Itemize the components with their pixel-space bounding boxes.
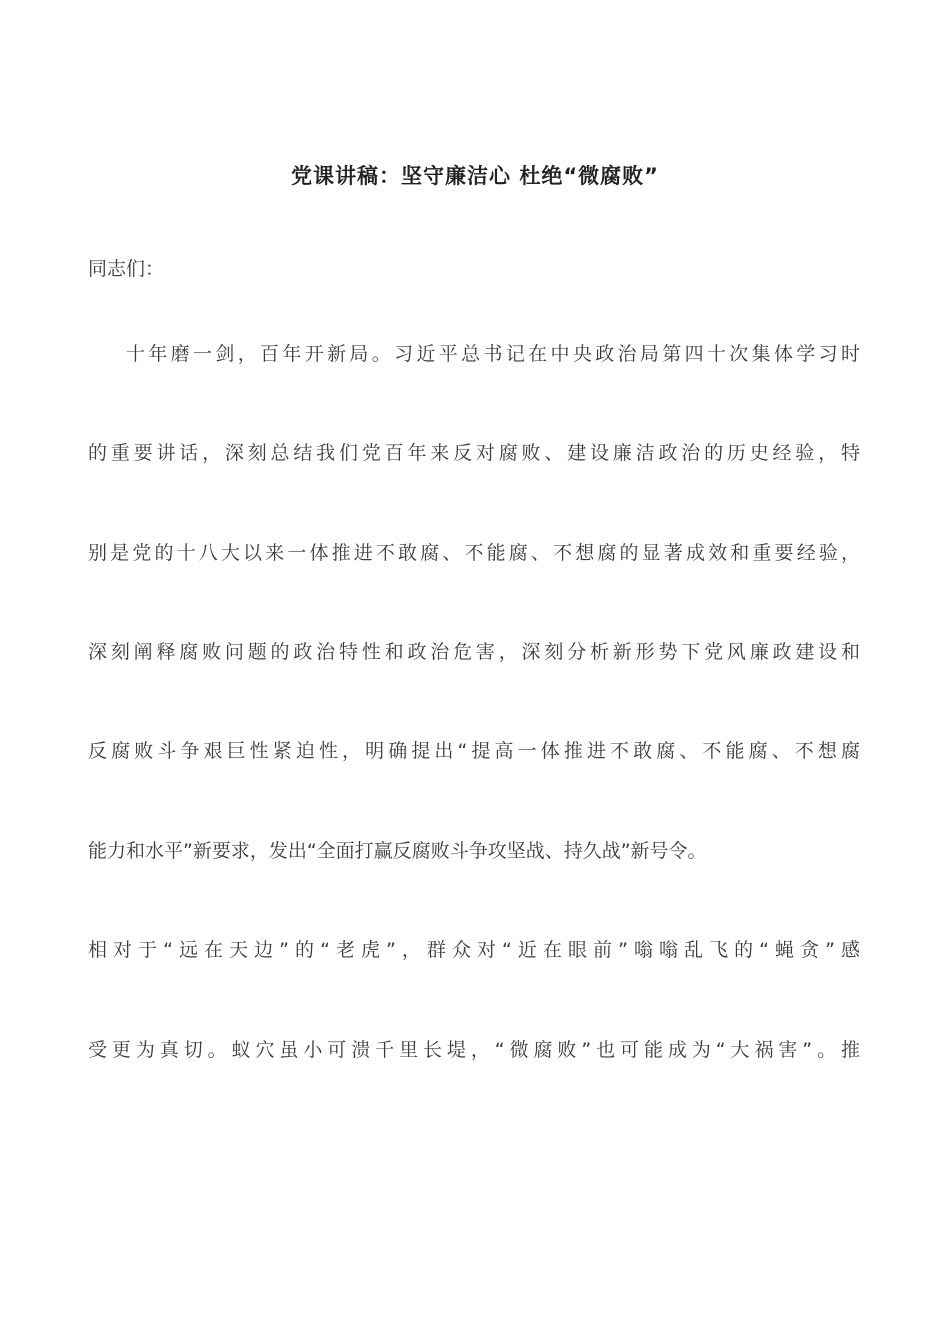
body-line: 受更为真切。蚁穴虽小可溃千里长堤，“微腐败”也可能成为“大祸害”。推 — [88, 1039, 860, 1061]
document-title: 党课讲稿：坚守廉洁心 杜绝“微腐败” — [291, 164, 659, 188]
body-line: 能力和水平”新要求，发出“全面打赢反腐败斗争攻坚战、持久战”新号令。 — [88, 840, 707, 862]
body-line: 深刻阐释腐败问题的政治特性和政治危害，深刻分析新形势下党风廉政建设和 — [88, 641, 860, 663]
body-line: 反腐败斗争艰巨性紧迫性，明确提出“提高一体推进不敢腐、不能腐、不想腐 — [88, 740, 860, 762]
body-line: 十年磨一剑，百年开新局。习近平总书记在中央政治局第四十次集体学习时 — [126, 343, 860, 365]
salutation: 同志们： — [88, 258, 165, 280]
body-line: 相对于“远在天边”的“老虎”，群众对“近在眼前”嗡嗡乱飞的“蝇贪”感 — [88, 939, 860, 961]
body-line: 别是党的十八大以来一体推进不敢腐、不能腐、不想腐的显著成效和重要经验， — [88, 542, 860, 564]
body-line: 的重要讲话，深刻总结我们党百年来反对腐败、建设廉洁政治的历史经验，特 — [88, 442, 860, 464]
